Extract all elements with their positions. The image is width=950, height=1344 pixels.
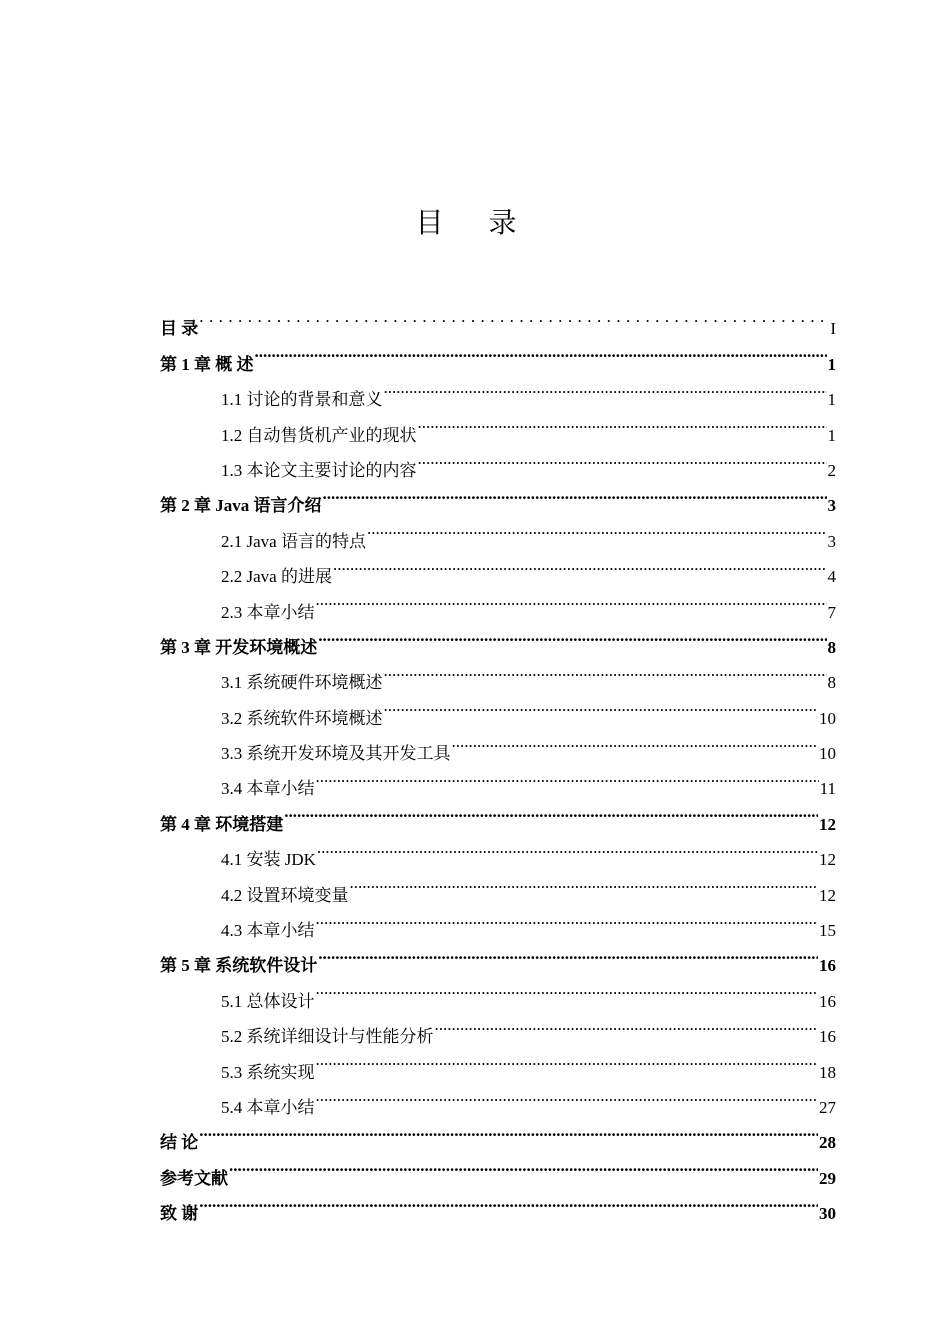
toc-entry-label: 目 录	[160, 319, 199, 339]
toc-entry-page-number: 15	[819, 921, 836, 941]
toc-entry-label: 2.1 Java 语言的特点	[221, 531, 366, 551]
toc-entry-page-number: 2	[827, 460, 836, 480]
toc-dot-leader	[350, 865, 819, 900]
toc-dot-leader	[418, 441, 827, 476]
toc-dot-leader	[333, 547, 827, 582]
toc-chapter-entry[interactable]	[160, 299, 836, 339]
toc-entry-label: 2.2 Java 的进展	[221, 567, 332, 587]
page-title: 目 录	[415, 206, 535, 239]
toc-entry-label: 2.3 本章小结	[221, 602, 315, 622]
toc-entry-label: 5.2 系统详细设计与性能分析	[221, 1027, 434, 1047]
toc-dot-leader	[318, 936, 818, 971]
toc-entry-page-number: 12	[819, 850, 836, 870]
toc-entry-page-number: 29	[819, 1168, 836, 1188]
toc-entry-label: 参考文献	[160, 1168, 228, 1188]
toc-section-entry[interactable]	[160, 370, 836, 410]
toc-entry-page-number: 1	[827, 390, 836, 410]
toc-entry-label: 5.1 总体设计	[221, 991, 315, 1011]
toc-entry-label: 3.2 系统软件环境概述	[221, 708, 383, 728]
toc-dot-leader	[199, 299, 829, 334]
toc-entry-page-number: 12	[819, 814, 836, 834]
toc-entry-page-number: 7	[827, 602, 836, 622]
toc-dot-leader	[318, 618, 826, 653]
toc-dot-leader	[418, 405, 827, 440]
toc-entry-label: 第 5 章 系统软件设计	[160, 956, 318, 976]
toc-entry-page-number: 18	[819, 1062, 836, 1082]
toc-dot-leader	[284, 794, 818, 829]
toc-chapter-entry[interactable]	[160, 1113, 836, 1153]
toc-dot-leader	[384, 653, 827, 688]
toc-entry-page-number: 3	[827, 531, 836, 551]
toc-entry-page-number: 16	[819, 991, 836, 1011]
toc-entry-page-number: I	[830, 319, 836, 339]
toc-entry-label: 4.3 本章小结	[221, 921, 315, 941]
toc-dot-leader	[367, 511, 827, 546]
toc-entry-page-number: 8	[827, 637, 836, 657]
toc-entry-label: 第 3 章 开发环境概述	[160, 637, 318, 657]
toc-dot-leader	[384, 370, 827, 405]
toc-entry-label: 1.3 本论文主要讨论的内容	[221, 460, 417, 480]
toc-dot-leader	[199, 1113, 818, 1148]
toc-dot-leader	[452, 724, 819, 759]
toc-dot-leader	[316, 1042, 819, 1077]
toc-entry-page-number: 11	[819, 779, 836, 799]
toc-dot-leader	[384, 688, 819, 723]
toc-entry-page-number: 10	[819, 744, 836, 764]
toc-dot-leader	[229, 1148, 818, 1183]
toc-chapter-entry[interactable]	[160, 1148, 836, 1188]
toc-entry-page-number: 1	[827, 425, 836, 445]
toc-entry-page-number: 16	[819, 956, 836, 976]
toc-entry-page-number: 10	[819, 708, 836, 728]
toc-entry-page-number: 8	[827, 673, 836, 693]
table-of-contents	[160, 299, 836, 1224]
toc-entry-label: 第 4 章 环境搭建	[160, 814, 284, 834]
toc-entry-label: 1.1 讨论的背景和意义	[221, 390, 383, 410]
toc-dot-leader	[316, 582, 827, 617]
toc-dot-leader	[255, 334, 827, 369]
toc-entry-label: 第 2 章 Java 语言介绍	[160, 496, 322, 516]
toc-entry-label: 3.4 本章小结	[221, 779, 315, 799]
toc-entry-label: 1.2 自动售货机产业的现状	[221, 425, 417, 445]
toc-entry-page-number: 12	[819, 885, 836, 905]
toc-chapter-entry[interactable]	[160, 1184, 836, 1224]
toc-entry-label: 5.3 系统实现	[221, 1062, 315, 1082]
toc-entry-label: 结 论	[160, 1133, 199, 1153]
toc-dot-leader	[316, 901, 819, 936]
toc-dot-leader	[316, 971, 819, 1006]
toc-dot-leader	[323, 476, 827, 511]
toc-dot-leader	[316, 759, 819, 794]
toc-entry-label: 3.1 系统硬件环境概述	[221, 673, 383, 693]
toc-dot-leader	[435, 1007, 819, 1042]
toc-entry-page-number: 28	[819, 1133, 836, 1153]
toc-entry-label: 5.4 本章小结	[221, 1097, 315, 1117]
toc-entry-page-number: 1	[827, 354, 836, 374]
toc-entry-label: 第 1 章 概 述	[160, 354, 254, 374]
toc-entry-label: 4.1 安装 JDK	[221, 850, 316, 870]
toc-entry-page-number: 4	[827, 567, 836, 587]
toc-chapter-entry[interactable]	[160, 334, 836, 374]
toc-entry-label: 4.2 设置环境变量	[221, 885, 349, 905]
toc-entry-page-number: 16	[819, 1027, 836, 1047]
toc-entry-page-number: 27	[819, 1097, 836, 1117]
toc-dot-leader	[199, 1184, 818, 1219]
toc-dot-leader	[317, 830, 818, 865]
toc-dot-leader	[316, 1078, 819, 1113]
toc-entry-label: 致 谢	[160, 1204, 199, 1224]
toc-entry-label: 3.3 系统开发环境及其开发工具	[221, 744, 451, 764]
toc-entry-page-number: 30	[819, 1204, 836, 1224]
toc-entry-page-number: 3	[827, 496, 836, 516]
